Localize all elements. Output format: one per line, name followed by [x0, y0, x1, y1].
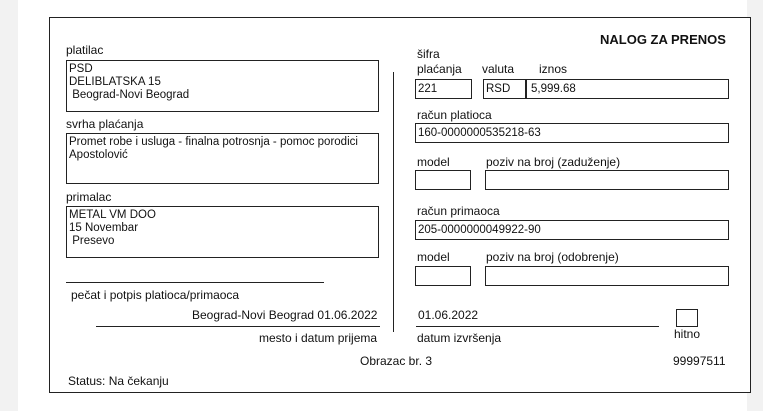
model-label-debit: model	[417, 155, 450, 169]
page-sheet	[18, 0, 747, 411]
place-date-value: Beograd-Novi Beograd 01.06.2022	[192, 308, 378, 322]
reference-field-credit[interactable]	[485, 266, 729, 286]
purpose-field[interactable]	[66, 133, 379, 184]
recipient-account-value: 205-0000000049922-90	[418, 224, 541, 236]
column-divider	[393, 72, 394, 332]
currency-label: valuta	[482, 62, 515, 76]
payer-account-field[interactable]	[415, 123, 729, 143]
payer-label: platilac	[66, 43, 104, 57]
payer-field[interactable]	[66, 60, 379, 112]
amount-value: 5,999.68	[531, 83, 576, 95]
form-number: Obrazac br. 3	[360, 354, 433, 368]
payment-code-label-2: plaćanja	[417, 62, 462, 76]
status-text: Status: Na čekanju	[68, 374, 169, 388]
execution-date-line	[416, 326, 659, 327]
reference-label-debit: poziv na broj (zaduženje)	[486, 155, 621, 169]
amount-label: iznos	[539, 62, 568, 76]
recipient-line-3: Presevo	[69, 235, 115, 247]
payment-code-label-1: šifra	[417, 47, 440, 61]
payer-account-value: 160-0000000535218-63	[418, 127, 541, 139]
currency-field[interactable]	[483, 79, 526, 99]
payer-line-2: DELIBLATSKA 15	[69, 76, 161, 88]
purpose-line-1: Promet robe i usluga - finalna potrosnja - pomoc porodici	[69, 136, 358, 148]
recipient-line-2: 15 Novembar	[69, 222, 139, 234]
reference-label-credit: poziv na broj (odobrenje)	[486, 250, 619, 264]
payment-code-value: 221	[418, 83, 438, 95]
form-title: NALOG ZA PRENOS	[600, 32, 726, 47]
model-label-credit: model	[417, 250, 450, 264]
currency-value: RSD	[486, 83, 511, 95]
model-field-debit[interactable]	[415, 170, 471, 190]
recipient-field[interactable]	[66, 206, 379, 258]
reference-field-debit[interactable]	[485, 170, 729, 190]
payer-account-label: račun platioca	[417, 108, 492, 122]
recipient-account-field[interactable]	[415, 220, 729, 240]
place-date-label: mesto i datum prijema	[259, 331, 378, 345]
payment-order-form	[49, 17, 751, 393]
signature-label: pečat i potpis platioca/primaoca	[71, 288, 240, 302]
amount-field[interactable]	[526, 79, 729, 99]
urgent-checkbox[interactable]	[676, 309, 698, 327]
urgent-label: hitno	[674, 327, 701, 341]
purpose-label: svrha plaćanja	[66, 117, 144, 131]
model-field-credit[interactable]	[415, 266, 471, 286]
payer-line-1: PSD	[69, 63, 93, 75]
recipient-line-1: METAL VM DOO	[69, 209, 156, 221]
payer-line-3: Beograd-Novi Beograd	[69, 89, 190, 101]
execution-date-label: datum izvršenja	[417, 331, 502, 345]
place-date-line	[96, 326, 380, 327]
payment-code-field[interactable]	[415, 79, 472, 99]
recipient-label: primalac	[66, 190, 112, 204]
recipient-account-label: račun primaoca	[417, 204, 500, 218]
signature-line	[66, 282, 324, 283]
document-id: 99997511	[673, 354, 726, 368]
execution-date-value: 01.06.2022	[418, 308, 479, 322]
purpose-line-2: Apostolović	[69, 149, 128, 161]
